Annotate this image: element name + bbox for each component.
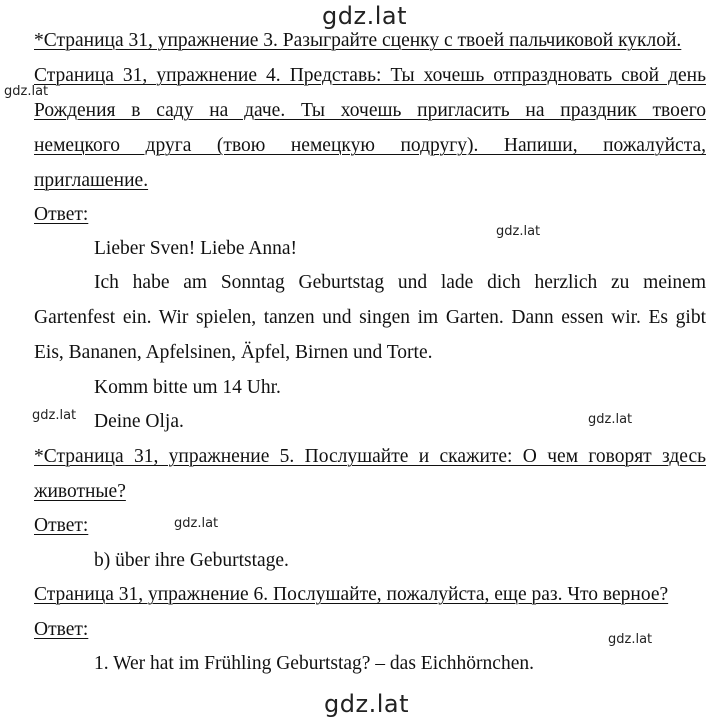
- letter-signature: Deine Olja.: [94, 411, 184, 432]
- letter-greeting: Lieber Sven! Liebe Anna!: [94, 238, 298, 259]
- exercise-4-heading-line-1: Страница 31, упражнение 4. Представь: Ты хочешь отпраздновать свой день: [34, 65, 706, 86]
- exercise-6-answer-label: Ответ:: [34, 619, 89, 640]
- watermark: gdz.lat: [588, 412, 633, 427]
- watermark: gdz.lat: [608, 632, 653, 647]
- letter-body-line-3: Eis, Bananen, Apfelsinen, Äpfel, Birnen und Torte.: [34, 342, 433, 363]
- watermark: gdz.lat: [32, 408, 77, 423]
- letter-body-line-4: Komm bitte um 14 Uhr.: [94, 377, 281, 398]
- exercise-5-answer-label: Ответ:: [34, 515, 89, 536]
- exercise-4-heading-line-3: немецкого друга (твою немецкую подругу). Напиши, пожалуйста,: [34, 135, 706, 156]
- watermark: gdz.lat: [174, 516, 219, 531]
- exercise-4-heading-line-2: Рождения в саду на даче. Ты хочешь пригласить на праздник твоего: [34, 100, 706, 121]
- exercise-6-answer: 1. Wer hat im Frühling Geburtstag? – das Eichhörnchen.: [94, 653, 534, 674]
- exercise-6-heading: Страница 31, упражнение 6. Послушайте, пожалуйста, еще раз. Что верное?: [34, 584, 669, 605]
- letter-body-line-2: Gartenfest ein. Wir spielen, tanzen und singen im Garten. Dann essen wir. Es gibt: [34, 307, 706, 328]
- watermark-top: gdz.lat: [322, 2, 407, 30]
- exercise-5-heading-line-2: животные?: [34, 481, 126, 502]
- exercise-5-heading-line-1: *Страница 31, упражнение 5. Послушайте и скажите: О чем говорят здесь: [34, 446, 706, 467]
- watermark: gdz.lat: [4, 84, 49, 99]
- exercise-4-heading-line-4: приглашение.: [34, 170, 149, 191]
- watermark: gdz.lat: [496, 224, 541, 239]
- watermark-bottom: gdz.lat: [324, 690, 409, 718]
- exercise-5-answer: b) über ihre Geburtstage.: [94, 550, 289, 571]
- exercise-4-answer-label: Ответ:: [34, 204, 89, 225]
- letter-body-line-1: Ich habe am Sonntag Geburtstag und lade dich herzlich zu meinem: [94, 272, 706, 293]
- exercise-3-heading: *Страница 31, упражнение 3. Разыграйте сценку с твоей пальчиковой куклой.: [34, 30, 682, 51]
